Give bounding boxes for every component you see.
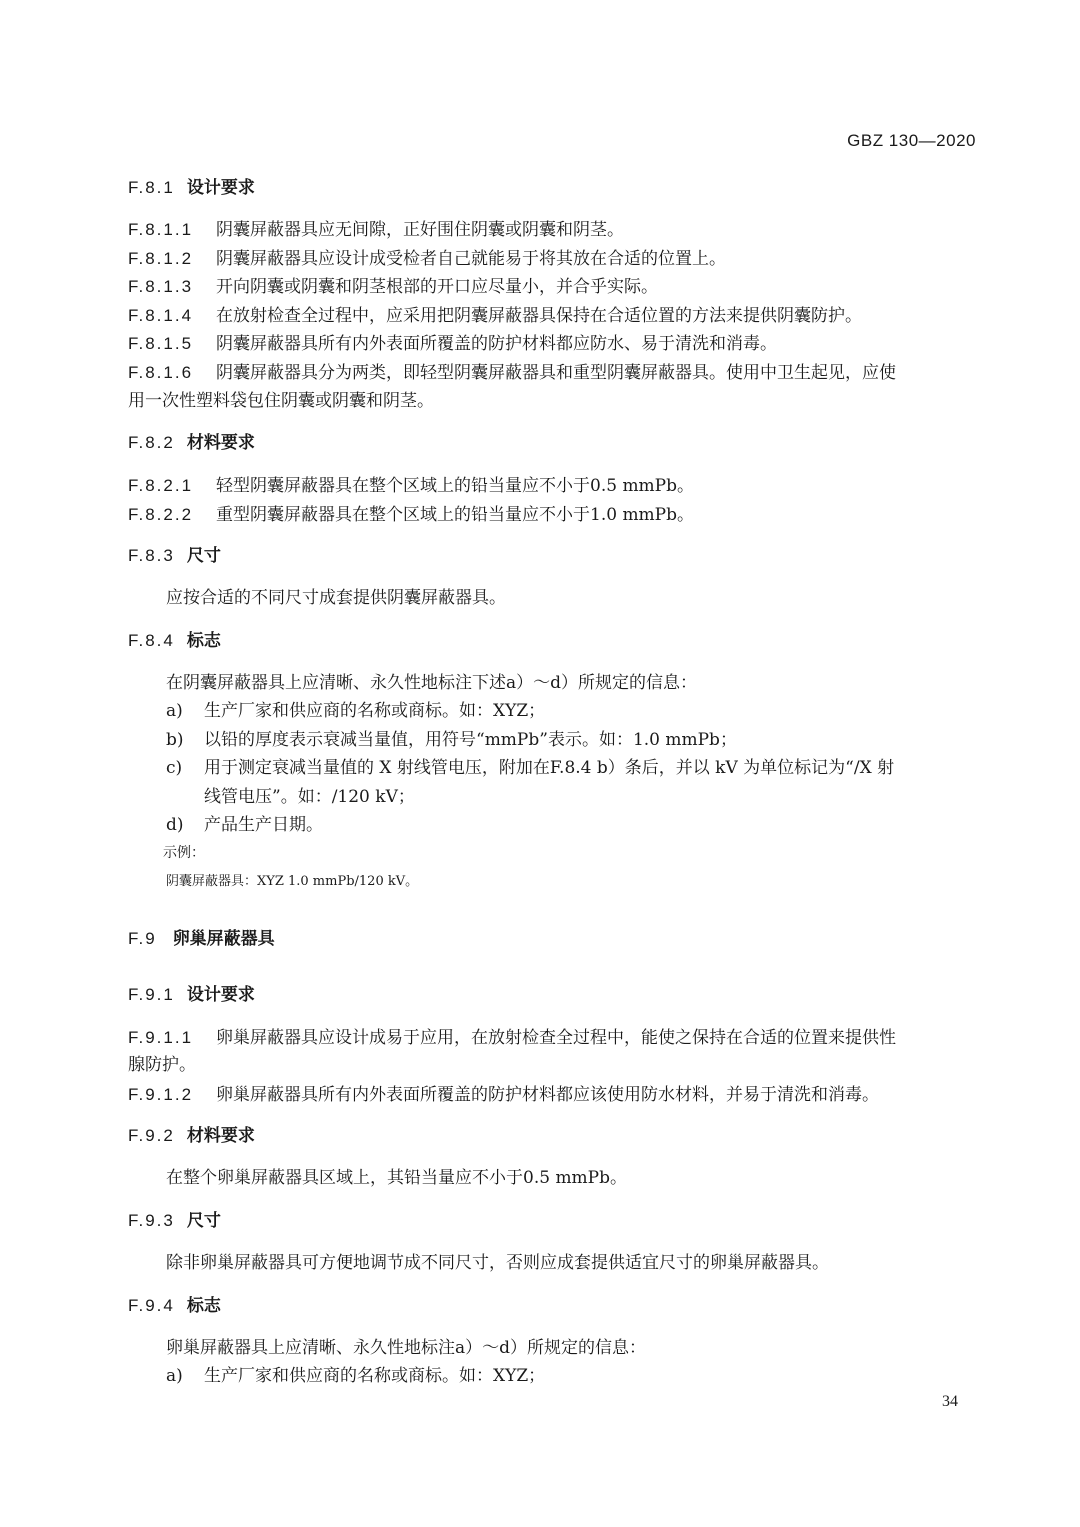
paragraph-f94-intro: 卵巢屏蔽器具上应清晰、永久性地标注a）～d）所规定的信息： [166, 1338, 647, 1358]
list-item-a [166, 703, 978, 720]
heading-f83 [128, 547, 978, 565]
heading-number: F.9.3 [128, 1211, 175, 1230]
heading-title: 标志 [186, 631, 221, 651]
clause-f822 [128, 506, 978, 524]
clause-text: 卵巢屏蔽器具应设计成易于应用，在放射检查全过程中，能使之保持在合适的位置来提供性 [216, 1028, 896, 1048]
clause-number: F.8.2.1 [128, 476, 194, 495]
heading-title: 设计要求 [186, 178, 255, 198]
paragraph-f84-intro: 在阴囊屏蔽器具上应清晰、永久性地标注下述a）～d）所规定的信息： [166, 673, 698, 693]
clause-text: 阴囊屏蔽器具应设计成受检者自己就能易于将其放在合适的位置上。 [216, 249, 726, 269]
clause-number: F.8.1.4 [128, 306, 194, 325]
clause-number: F.8.1.6 [128, 363, 194, 382]
heading-f84 [128, 632, 978, 650]
clause-f912 [128, 1086, 978, 1104]
heading-f93 [128, 1212, 978, 1230]
list-item-c-cont: 线管电压”。如：/120 kV； [204, 787, 415, 807]
heading-title: 材料要求 [186, 1126, 255, 1146]
heading-number: F.8.4 [128, 631, 175, 650]
list-item-c [166, 760, 978, 777]
clause-f815 [128, 335, 978, 353]
heading-title: 尺寸 [186, 546, 221, 566]
heading-title: 材料要求 [186, 433, 255, 453]
heading-f81 [128, 179, 978, 197]
clause-text: 重型阴囊屏蔽器具在整个区域上的铅当量应不小于1.0 mmPb。 [216, 505, 694, 525]
heading-title: 卵巢屏蔽器具 [172, 929, 275, 949]
clause-text: 阴囊屏蔽器具应无间隙，正好围住阴囊或阴囊和阴茎。 [216, 220, 624, 240]
heading-number: F.9 [128, 929, 157, 948]
list-text: 用于测定衰减当量值的 X 射线管电压，附加在F.8.4 b）条后，并以 kV 为单位标记为“/X 射 [204, 758, 895, 778]
clause-f813 [128, 278, 978, 296]
list-item-a [166, 1368, 978, 1385]
list-item-b [166, 732, 978, 749]
clause-f911 [128, 1029, 978, 1047]
clause-number: F.9.1.2 [128, 1085, 194, 1104]
list-marker: d) [166, 815, 184, 835]
heading-title: 设计要求 [186, 985, 255, 1005]
heading-title: 尺寸 [186, 1211, 221, 1231]
paragraph-f83: 应按合适的不同尺寸成套提供阴囊屏蔽器具。 [166, 588, 506, 608]
example-text: 阴囊屏蔽器具：XYZ 1.0 mmPb/120 kV。 [166, 874, 419, 889]
clause-number: F.8.1.3 [128, 277, 194, 296]
clause-text: 阴囊屏蔽器具所有内外表面所覆盖的防护材料都应防水、易于清洗和消毒。 [216, 334, 777, 354]
heading-number: F.8.3 [128, 546, 175, 565]
list-text: 生产厂家和供应商的名称或商标。如：XYZ； [204, 1366, 546, 1386]
clause-number: F.8.1.1 [128, 220, 194, 239]
list-marker: b) [166, 730, 184, 750]
heading-f82 [128, 434, 978, 452]
clause-number: F.9.1.1 [128, 1028, 194, 1047]
heading-f94 [128, 1297, 978, 1315]
list-text: 生产厂家和供应商的名称或商标。如：XYZ； [204, 701, 546, 721]
list-text: 以铅的厚度表示衰减当量值，用符号“mmPb”表示。如：1.0 mmPb； [204, 730, 737, 750]
page-number: 34 [942, 1393, 958, 1410]
clause-text: 轻型阴囊屏蔽器具在整个区域上的铅当量应不小于0.5 mmPb。 [216, 476, 694, 496]
list-marker: c) [166, 758, 183, 778]
clause-f821 [128, 477, 978, 495]
heading-number: F.8.1 [128, 178, 175, 197]
clause-f812 [128, 250, 978, 268]
clause-text: 卵巢屏蔽器具所有内外表面所覆盖的防护材料都应该使用防水材料，并易于清洗和消毒。 [216, 1085, 879, 1105]
paragraph-f93: 除非卵巢屏蔽器具可方便地调节成不同尺寸，否则应成套提供适宜尺寸的卵巢屏蔽器具。 [166, 1253, 829, 1273]
list-item-d [166, 817, 978, 834]
clause-f814 [128, 307, 978, 325]
clause-number: F.8.2.2 [128, 505, 194, 524]
list-marker: a) [166, 701, 183, 721]
heading-number: F.9.2 [128, 1126, 175, 1145]
list-text: 产品生产日期。 [204, 815, 323, 835]
clause-number: F.8.1.5 [128, 334, 194, 353]
heading-number: F.9.4 [128, 1296, 175, 1315]
paragraph-f92: 在整个卵巢屏蔽器具区域上，其铅当量应不小于0.5 mmPb。 [166, 1168, 627, 1188]
heading-f9 [128, 930, 978, 948]
clause-text: 在放射检查全过程中，应采用把阴囊屏蔽器具保持在合适位置的方法来提供阴囊防护。 [216, 306, 862, 326]
heading-f91 [128, 986, 978, 1004]
clause-f911-cont: 腺防护。 [128, 1055, 196, 1075]
clause-f816 [128, 364, 978, 382]
clause-f811 [128, 221, 978, 239]
heading-f92 [128, 1127, 978, 1145]
clause-f816-cont: 用一次性塑料袋包住阴囊或阴囊和阴茎。 [128, 391, 434, 411]
example-label: 示例： [163, 845, 205, 861]
clause-text: 阴囊屏蔽器具分为两类，即轻型阴囊屏蔽器具和重型阴囊屏蔽器具。使用中卫生起见，应使 [216, 363, 896, 383]
clause-number: F.8.1.2 [128, 249, 194, 268]
heading-title: 标志 [186, 1296, 221, 1316]
list-marker: a) [166, 1366, 183, 1386]
heading-number: F.9.1 [128, 985, 175, 1004]
standard-code: GBZ 130—2020 [847, 131, 976, 150]
heading-number: F.8.2 [128, 433, 175, 452]
clause-text: 开向阴囊或阴囊和阴茎根部的开口应尽量小，并合乎实际。 [216, 277, 658, 297]
